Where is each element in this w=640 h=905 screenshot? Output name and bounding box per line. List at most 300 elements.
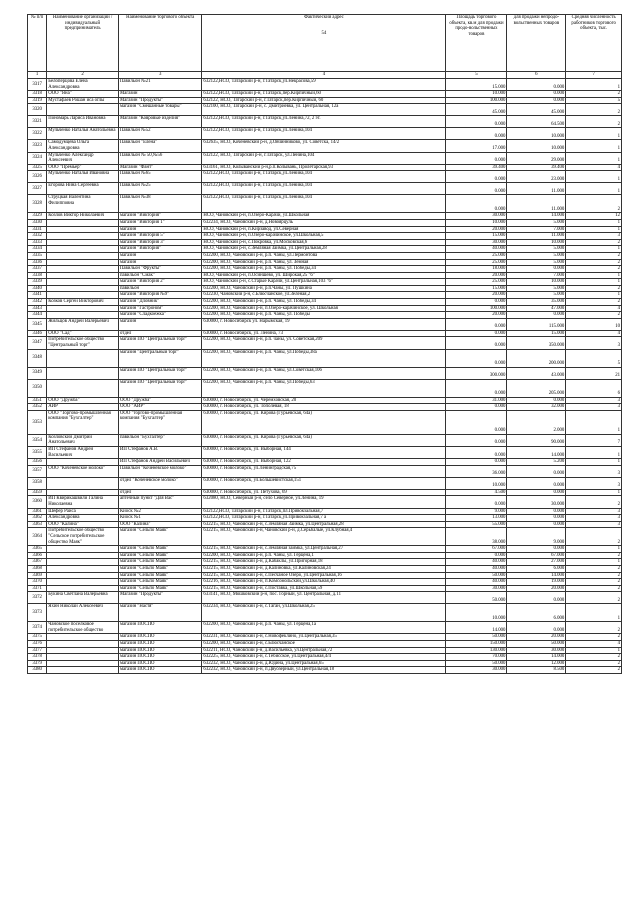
cell-object-name: магазин ПО "Центральный торг"	[118, 379, 201, 397]
cell-address: НСО, Чановский р-н, п.Озеро-Карачи, ул.Школьная	[202, 213, 446, 220]
cell-employees: 2	[566, 259, 622, 266]
cell-row-number: 3376	[28, 641, 47, 648]
cell-area-food: 25.000	[446, 259, 507, 266]
cell-area-nonfood: 30.000	[507, 496, 566, 508]
cell-address: 632122,НСО, Татарский р-н, г.Татарск,ул.Некрасова,59	[202, 79, 446, 91]
cell-area-nonfood: 47.000	[507, 305, 566, 312]
cell-row-number: 3326	[28, 171, 47, 183]
cell-organization: Мульченко Александр Алексеевич	[47, 152, 119, 164]
cell-employees: 10	[566, 318, 622, 330]
cell-row-number: 3354	[28, 434, 47, 446]
cell-organization	[47, 292, 119, 299]
cell-address: 632215, НСО, Чановский р-н, д.Калиновка, ул.Калиновская,24	[202, 565, 446, 572]
cell-row-number: 3321	[28, 116, 47, 128]
cell-row-number: 3327	[28, 183, 47, 195]
cell-address: 630000, г. Новосибирск, ул. Черемховская, 20	[202, 397, 446, 404]
cell-area-food: 4.500	[446, 489, 507, 496]
cell-object-name: ООО "торгово-промышленная компания "Бухгалтер"	[118, 410, 201, 434]
cell-object-name: ООО "Дружба"	[118, 397, 201, 404]
cell-organization: Потребительское общество "Центральный торг"	[47, 337, 119, 349]
cell-employees: 3	[566, 508, 622, 515]
cell-organization	[47, 552, 119, 559]
cell-area-nonfood: 5.000	[507, 285, 566, 292]
cell-employees: 1	[566, 559, 622, 566]
table-row	[28, 246, 622, 253]
cell-object-name: магазин "Виктория 5"	[118, 233, 201, 240]
cell-object-name: магазин ПОСПО	[118, 634, 201, 641]
cell-object-name: магазин "Сельпо Маяк"	[118, 585, 201, 592]
cell-area-food: 10.000	[446, 477, 507, 489]
cell-row-number: 3337	[28, 266, 47, 273]
header-numbers-row	[28, 72, 622, 79]
cell-row-number: 3360	[28, 496, 47, 508]
cell-area-food: 0.000	[446, 459, 507, 466]
cell-organization	[47, 272, 119, 279]
cell-area-food: 10.000	[446, 604, 507, 622]
cell-object-name: Магазин "Продукты"	[118, 97, 201, 104]
cell-organization	[47, 219, 119, 226]
cell-employees: 2	[566, 496, 622, 508]
cell-address: 632232, НСО, Чановский р-н, д.Юдина, ул.Центральная,65	[202, 660, 446, 667]
cell-object-name: Павильон "Елена"	[118, 140, 201, 152]
cell-employees: 2	[566, 552, 622, 559]
cell-address: НСО, Чановский р-н, с.Покровка, ул.Московская,6	[202, 239, 446, 246]
cell-row-number: 3331	[28, 226, 47, 233]
table-row	[28, 226, 622, 233]
cell-area-food: 300.000	[446, 367, 507, 379]
table-row	[28, 330, 622, 337]
cell-row-number: 3343	[28, 305, 47, 312]
cell-organization: ООО "Коченёвское молоко"	[47, 465, 119, 477]
cell-organization: Белоперцова Елена Александровна	[47, 79, 119, 91]
cell-object-name: магазин "Виктория 3"	[118, 239, 201, 246]
cell-area-food: 50.000	[446, 592, 507, 604]
cell-area-nonfood: 0.000	[507, 592, 566, 604]
cell-employees: 1	[566, 279, 622, 286]
cell-area-nonfood: 14.000	[507, 213, 566, 220]
cell-area-food: 13.000	[446, 515, 507, 522]
cell-area-nonfood: 20.000	[507, 634, 566, 641]
cell-area-nonfood: 0.000	[507, 477, 566, 489]
cell-object-name: магазин "Сельпо Маяк"	[118, 565, 201, 572]
cell-address: 630000, г. Новосибирск, ул. Выборная, 122	[202, 459, 446, 466]
cell-area-nonfood: 0.000	[507, 521, 566, 528]
cell-organization	[47, 641, 119, 648]
cell-employees: 1	[566, 219, 622, 226]
cell-row-number: 3330	[28, 219, 47, 226]
cell-organization: ИП Квирикашвили Галина Николаевна	[47, 496, 119, 508]
cell-object-name: павильон "Смак"	[118, 272, 201, 279]
cell-area-nonfood: 7.000	[507, 226, 566, 233]
cell-row-number: 3347	[28, 337, 47, 349]
table-row	[28, 259, 622, 266]
cell-employees: 2	[566, 104, 622, 116]
cell-area-food: 20.000	[446, 292, 507, 299]
cell-row-number: 3367	[28, 559, 47, 566]
cell-area-food: 45.000	[446, 104, 507, 116]
cell-address: 630000, г. Новосибирск, ул. Петухова, 69	[202, 489, 446, 496]
cell-organization: Мульченко Наталья Анатольевна	[47, 128, 119, 140]
cell-organization: ООО "Калина"	[47, 521, 119, 528]
cell-area-nonfood: 67.000	[507, 552, 566, 559]
cell-area-nonfood: 64.500	[507, 116, 566, 128]
cell-row-number: 3328	[28, 195, 47, 213]
cell-employees: 3	[566, 233, 622, 240]
cell-address: НСО, Чановский р-н, п.Кирзавод, ул.Северная	[202, 226, 446, 233]
cell-employees: 2	[566, 195, 622, 213]
table-row	[28, 508, 622, 515]
table-row	[28, 667, 622, 674]
cell-employees: 2	[566, 572, 622, 579]
cell-area-food: 0.000	[446, 152, 507, 164]
header-num-3: 3	[118, 72, 201, 79]
cell-organization	[47, 559, 119, 566]
cell-area-nonfood: 0.000	[507, 508, 566, 515]
cell-object-name: магазин "Центральный торг"	[118, 349, 201, 367]
cell-area-food: 100.000	[446, 97, 507, 104]
header-employees: Средняя численность работников торгового объекта, тыс.	[566, 15, 622, 72]
cell-address: НСО, Чановский р-н, с.Земляная Заимка, ул.Центральная,28	[202, 246, 446, 253]
cell-area-food: 0.000	[446, 330, 507, 337]
cell-area-nonfood: 0.000	[507, 515, 566, 522]
table-row	[28, 164, 622, 171]
cell-organization	[47, 246, 119, 253]
cell-object-name: магазин "Дловник"	[118, 299, 201, 306]
cell-employees: 3	[566, 337, 622, 349]
cell-employees: 1	[566, 604, 622, 622]
cell-address: 632200, НСО, Чановский р-н, р.п.Чаны, ул. Пушкина	[202, 285, 446, 292]
cell-employees: 2	[566, 654, 622, 661]
cell-row-number: 3334	[28, 246, 47, 253]
cell-address: 632122,НСО, Татарский р-н, г.Татарск,ул.Ленина,104	[202, 183, 446, 195]
cell-organization: ООО "Яна"	[47, 91, 119, 98]
cell-address: 632200, НСО, Чановский р-н, с.Блюсчанское	[202, 641, 446, 648]
cell-row-number: 3358	[28, 477, 47, 489]
table-row	[28, 641, 622, 648]
cell-area-nonfood: 8.500	[507, 667, 566, 674]
cell-row-number: 3318	[28, 91, 47, 98]
page-number: 54	[321, 30, 327, 36]
cell-area-food: 9.000	[446, 508, 507, 515]
cell-area-nonfood: 5.000	[507, 246, 566, 253]
table-row	[28, 404, 622, 411]
cell-area-food: 0.000	[446, 447, 507, 459]
cell-area-nonfood: 10.000	[507, 128, 566, 140]
header-number: № п/п	[28, 15, 47, 72]
cell-area-nonfood: 39.400	[507, 164, 566, 171]
cell-object-name: магазин "Сельпо Маяк"	[118, 579, 201, 586]
cell-area-food: 18.000	[446, 266, 507, 273]
cell-address: 630000, г. Новосибирск ул. Нарымская, 19	[202, 318, 446, 330]
cell-row-number: 3319	[28, 97, 47, 104]
table-row	[28, 434, 622, 446]
cell-row-number: 3357	[28, 465, 47, 477]
cell-organization	[47, 239, 119, 246]
cell-employees: 2	[566, 239, 622, 246]
header-object-name: Наименование торгового объекта	[118, 15, 201, 72]
cell-area-nonfood: 0.000	[507, 546, 566, 553]
cell-row-number: 3361	[28, 508, 47, 515]
cell-area-nonfood: 205.000	[507, 379, 566, 397]
cell-organization: Букина Светлана Валерьевна	[47, 592, 119, 604]
cell-object-name: Павильон №25	[118, 183, 201, 195]
cell-organization: Александровна	[47, 515, 119, 522]
cell-object-name: магазин "Сладкоежка"	[118, 312, 201, 319]
cell-employees: 2	[566, 565, 622, 572]
cell-employees: 1	[566, 246, 622, 253]
cell-organization	[47, 585, 119, 592]
table-row	[28, 585, 622, 592]
cell-organization: Козловский Дмитрий Анатольевич	[47, 434, 119, 446]
cell-area-food: 20.000	[446, 226, 507, 233]
cell-object-name: магазин "Гастроном"	[118, 305, 201, 312]
cell-area-food: 40.000	[446, 246, 507, 253]
cell-row-number: 3320	[28, 104, 47, 116]
cell-row-number: 3333	[28, 239, 47, 246]
cell-row-number: 3346	[28, 330, 47, 337]
cell-object-name: Киоск №1	[118, 515, 201, 522]
cell-employees: 1	[566, 226, 622, 233]
cell-object-name: ООО "АИР"	[118, 404, 201, 411]
cell-row-number: 3351	[28, 397, 47, 404]
cell-row-number: 3370	[28, 579, 47, 586]
table-row	[28, 521, 622, 528]
table-row	[28, 592, 622, 604]
table-row	[28, 305, 622, 312]
cell-address: 632122,НСО, Татарский р-н, г.Татарск,пер.Кирпичный,60	[202, 91, 446, 98]
cell-area-nonfood: 5.000	[507, 252, 566, 259]
table-row	[28, 337, 622, 349]
cell-area-nonfood: 0.000	[507, 91, 566, 98]
cell-area-food: 50.000	[446, 572, 507, 579]
cell-object-name: магазин ПОСПО	[118, 654, 201, 661]
cell-object-name: магазин "Виктория №9"	[118, 292, 201, 299]
cell-area-food: 30.000	[446, 213, 507, 220]
cell-area-nonfood: 10.000	[507, 239, 566, 246]
cell-object-name: магазин ПОСПО	[118, 647, 201, 654]
cell-address: 632122,НСО, Татарский р-н, г.Татарск,ул.Ленина,104	[202, 171, 446, 183]
cell-employees: 1	[566, 447, 622, 459]
cell-row-number: 3373	[28, 604, 47, 622]
cell-area-food: 0.000	[446, 318, 507, 330]
table-row	[28, 477, 622, 489]
cell-address: 632122, НСО, Татарский р-н, г.Татарск, ул.Ленина,104	[202, 152, 446, 164]
cell-object-name: Магазин "Фант"	[118, 164, 201, 171]
cell-area-nonfood: 0.000	[507, 465, 566, 477]
cell-row-number: 3335	[28, 252, 47, 259]
table-row	[28, 299, 622, 306]
cell-organization: Жильцов Андрей Валерьевич	[47, 318, 119, 330]
cell-row-number: 3350	[28, 379, 47, 397]
cell-row-number: 3322	[28, 128, 47, 140]
cell-area-nonfood: 11.000	[507, 183, 566, 195]
cell-area-nonfood: 115.000	[507, 318, 566, 330]
cell-organization	[47, 367, 119, 379]
cell-organization	[47, 259, 119, 266]
cell-object-name: отдел	[118, 489, 201, 496]
cell-object-name: магазин "Виктория 2"	[118, 279, 201, 286]
table-row	[28, 195, 622, 213]
cell-organization: Чановское поселковое потребительское общество	[47, 622, 119, 634]
cell-row-number: 3341	[28, 292, 47, 299]
cell-area-food: 36.000	[446, 465, 507, 477]
cell-address: 632122,НСО, Татарский р-н, г.Татарск,ул.Ленина,72, 2 эт.	[202, 116, 446, 128]
cell-area-food: 0.000	[446, 171, 507, 183]
table-row	[28, 79, 622, 91]
table-row	[28, 579, 622, 586]
cell-employees: 1	[566, 140, 622, 152]
cell-row-number: 3340	[28, 285, 47, 292]
cell-area-nonfood: 14.000	[507, 572, 566, 579]
cell-area-food: 25.000	[446, 279, 507, 286]
cell-organization	[47, 489, 119, 496]
cell-organization	[47, 226, 119, 233]
cell-organization: Козков Сергей Викторович	[47, 299, 119, 306]
table-row	[28, 183, 622, 195]
cell-address: 632232, НСО, Чановский р-н, п.Двуозерный, ул.Центральная,18	[202, 667, 446, 674]
cell-organization: ООО "Премьер"	[47, 164, 119, 171]
cell-row-number: 3339	[28, 279, 47, 286]
cell-address: 630000, г. Новосибирск, ул. Тополевая, 18	[202, 404, 446, 411]
cell-organization	[47, 266, 119, 273]
cell-area-nonfood: 6.000	[507, 604, 566, 622]
cell-address: 633141, НСО, Мошковский р-н, пос. Горный, ул. Центральная, д.11	[202, 592, 446, 604]
cell-object-name: Магазин "Продукты"	[118, 592, 201, 604]
cell-object-name: магазин "Сельпо Маяк"	[118, 546, 201, 553]
cell-area-nonfood: 0.000	[507, 622, 566, 634]
header-address	[202, 15, 446, 72]
cell-organization	[47, 233, 119, 240]
cell-area-nonfood: 5.000	[507, 292, 566, 299]
cell-object-name: магазин ПОСПО	[118, 660, 201, 667]
cell-address: 632215, НСО, Чановский р-н, Чановский р-н, д.Серьбалые, ул.Клубная,4	[202, 528, 446, 546]
cell-area-nonfood: 19.000	[507, 579, 566, 586]
table-row	[28, 489, 622, 496]
cell-area-food: 0.000	[446, 195, 507, 213]
table-row	[28, 604, 622, 622]
header-num-1: 1	[28, 72, 47, 79]
cell-address: 632200, НСО, Чановский р-н, р.п. Чаны, ул. Земная	[202, 259, 446, 266]
cell-area-nonfood: 0.000	[507, 97, 566, 104]
cell-employees: 3	[566, 515, 622, 522]
cell-area-food: 20.000	[446, 272, 507, 279]
cell-object-name: магазин "Сельпо Маяк"	[118, 572, 201, 579]
cell-area-food: 67.000	[446, 546, 507, 553]
table-row	[28, 239, 622, 246]
header-num-5: 5	[446, 72, 507, 79]
cell-employees: 21	[566, 367, 622, 379]
cell-address: 633161, НСО, Колыванский р-н,р.п.Колывань, Пролетарская,93	[202, 164, 446, 171]
cell-employees: 1	[566, 459, 622, 466]
table-row	[28, 379, 622, 397]
cell-employees: 1	[566, 128, 622, 140]
cell-object-name: Павильон №52	[118, 128, 201, 140]
cell-area-food: 0.000	[446, 410, 507, 434]
cell-organization: Струцкая Валентина Филипповна	[47, 195, 119, 213]
cell-area-food: 40.000	[446, 565, 507, 572]
table-row	[28, 552, 622, 559]
cell-employees: 2	[566, 592, 622, 604]
table-row	[28, 91, 622, 98]
table-row	[28, 622, 622, 634]
cell-address: 632215, НСО, Чановский р-н, с.Песчаное Озеро, ул.Центральная,16	[202, 572, 446, 579]
table-row	[28, 459, 622, 466]
cell-area-food: 14.000	[446, 622, 507, 634]
cell-organization	[47, 379, 119, 397]
cell-area-food: 15.000	[446, 285, 507, 292]
table-row	[28, 397, 622, 404]
cell-area-nonfood: 15.000	[507, 330, 566, 337]
cell-area-food: 0.000	[446, 496, 507, 508]
table-row	[28, 266, 622, 273]
cell-organization	[47, 654, 119, 661]
cell-row-number: 3371	[28, 585, 47, 592]
cell-employees: 1	[566, 79, 622, 91]
cell-employees: 2	[566, 585, 622, 592]
table-row	[28, 285, 622, 292]
cell-object-name: магазин "Настя"	[118, 604, 201, 622]
cell-area-nonfood: 350.000	[507, 337, 566, 349]
cell-employees: 4	[566, 330, 622, 337]
cell-area-nonfood: 6.000	[507, 565, 566, 572]
cell-area-food: 30.000	[446, 585, 507, 592]
cell-area-food: 0.000	[446, 337, 507, 349]
cell-area-nonfood: 30.000	[507, 647, 566, 654]
table-row	[28, 634, 622, 641]
cell-area-nonfood: 20.000	[507, 585, 566, 592]
table-row	[28, 152, 622, 164]
cell-area-food: 0.000	[446, 404, 507, 411]
cell-area-food: 0.000	[446, 552, 507, 559]
cell-address: 632231, НСО, Чановский р-н, с.Новофеклино, ул.Центральная,35	[202, 634, 446, 641]
cell-row-number: 3365	[28, 546, 47, 553]
cell-row-number: 3362	[28, 515, 47, 522]
cell-address: 632200, НСО, Чановский р-н, р.п. Чаны, ул.Победы,38а	[202, 349, 446, 367]
cell-row-number: 3353	[28, 410, 47, 434]
cell-object-name: магазин ПОСПО	[118, 641, 201, 648]
cell-row-number: 3355	[28, 447, 47, 459]
cell-object-name: ООО "Калина"	[118, 521, 201, 528]
cell-row-number: 3338	[28, 272, 47, 279]
cell-employees: 2	[566, 252, 622, 259]
cell-address: НСО, Чановский р-н, с.Старые Карачи, ул.Центральная,103 "б"	[202, 279, 446, 286]
table-row	[28, 572, 622, 579]
cell-object-name: магазин	[118, 259, 201, 266]
cell-employees: 5	[566, 349, 622, 367]
table-row	[28, 233, 622, 240]
table-row	[28, 654, 622, 661]
cell-employees: 3	[566, 397, 622, 404]
table-row	[28, 116, 622, 128]
cell-area-nonfood: 10.000	[507, 279, 566, 286]
cell-object-name: магазин "Смешанные товары"	[118, 104, 201, 116]
cell-employees: 2	[566, 622, 622, 634]
cell-object-name: павильон	[118, 285, 201, 292]
header-num-7: 7	[566, 72, 622, 79]
header-address-label: Фактический адрес	[304, 15, 344, 20]
cell-area-nonfood: 2.000	[507, 410, 566, 434]
header-num-2: 2	[47, 72, 119, 79]
cell-organization	[47, 349, 119, 367]
cell-area-food: 55.000	[446, 521, 507, 528]
cell-employees: 2	[566, 91, 622, 98]
table-row	[28, 104, 622, 116]
table-row	[28, 272, 622, 279]
cell-organization	[47, 312, 119, 319]
cell-object-name: магазин "Сельпо Маяк"	[118, 528, 201, 546]
table-row	[28, 213, 622, 220]
cell-employees: 3	[566, 477, 622, 489]
